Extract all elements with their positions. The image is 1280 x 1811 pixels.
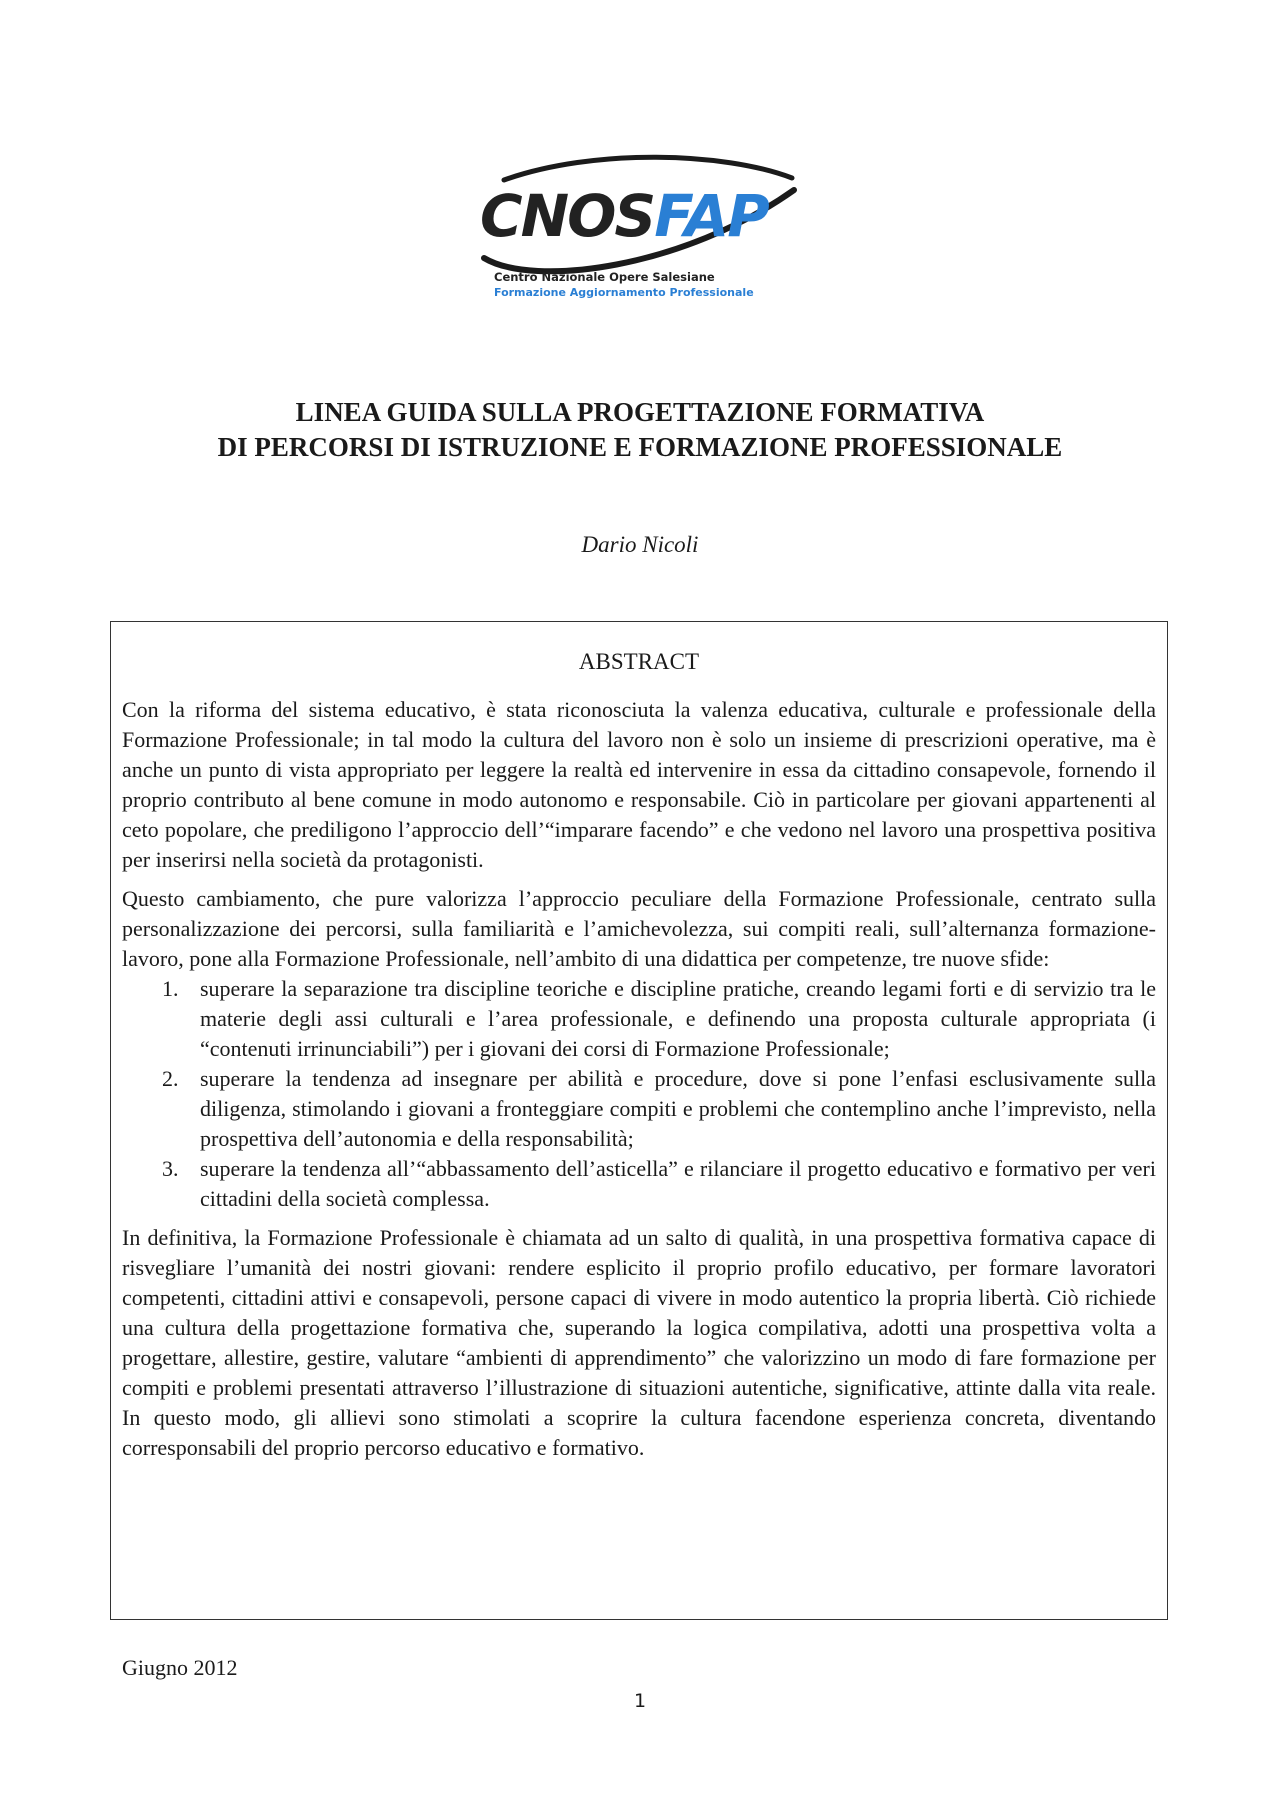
svg-text:CNOSFAP <box>480 182 769 250</box>
abstract-paragraph-3: In definitiva, la Formazione Professionale è chiamata ad un salto di qualità, in una prospettiva formativa capace di risvegliare l’umanità dei nostri giovani: rendere esplicito il proprio profilo educativo, per formare lavoratori competenti, cittadini attivi e consapevoli, persone capaci di vivere in modo autentico la propria libertà. Ciò richiede una cultura della progettazione formativa che, superando la logica compilativa, adotti una prospettiva volta a progettare, allestire, gestire, valutare “ambienti di apprendimento” che valorizzino un modo di fare formazione per compiti e problemi presentati attraverso l’illustrazione di situazioni autentiche, significative, attinte dalla vita reale. In questo modo, gli allievi sono stimolati a scoprire la cultura facendone esperienza concreta, diventando corresponsabili del proprio percorso educativo e formativo. <box>122 1225 1156 1460</box>
list-item-number: 3. <box>162 1156 179 1181</box>
challenges-list <box>122 974 1156 1214</box>
author-name: Dario Nicoli <box>581 532 699 557</box>
list-item-number: 1. <box>162 976 179 1001</box>
cnosfap-logo <box>474 150 814 310</box>
abstract-paragraph-2: Questo cambiamento, che pure valorizza l’approccio peculiare della Formazione Professionale, centrato sulla personalizzazione dei percorsi, sulla familiarità e l’amichevolezza, sui compiti reali, sull’alternanza formazione-lavoro, pone alla Formazione Professionale, nell’ambito di una didattica per competenze, tre nuove sfide: <box>122 886 1156 971</box>
title-line-2: DI PERCORSI DI ISTRUZIONE E FORMAZIONE PROFESSIONALE <box>217 432 1063 462</box>
list-item-text: superare la tendenza ad insegnare per abilità e procedure, dove si pone l’enfasi esclusivamente sulla diligenza, stimolando i giovani a fronteggiare compiti e problemi che contemplino anche l’imprevisto, nella prospettiva dell’autonomia e della responsabilità; <box>200 1066 1156 1151</box>
abstract-heading: ABSTRACT <box>578 649 700 674</box>
document-date: Giugno 2012 <box>122 1655 238 1680</box>
logo-arc-icon <box>504 157 792 180</box>
list-item-text: superare la tendenza all’“abbassamento dell’asticella” e rilanciare il progetto educativo e formativo per veri cittadini della società complessa. <box>200 1156 1156 1211</box>
logo-line2: Formazione Aggiornamento Professionale <box>494 286 754 299</box>
title-line-1: LINEA GUIDA SULLA PROGETTAZIONE FORMATIVA <box>295 397 985 427</box>
list-item <box>122 974 1156 1064</box>
document-title <box>0 395 1280 465</box>
list-item <box>122 1154 1156 1214</box>
abstract-box <box>110 621 1168 1620</box>
logo-brand-dark: CNOS <box>480 182 655 250</box>
list-item-number: 2. <box>162 1066 179 1091</box>
page-number: 1 <box>633 1690 647 1712</box>
list-item <box>122 1064 1156 1154</box>
abstract-paragraph-1: Con la riforma del sistema educativo, è stata riconosciuta la valenza educativa, culturale e professionale della Formazione Professionale; in tal modo la cultura del lavoro non è solo un insieme di prescrizioni operative, ma è anche un punto di vista appropriato per leggere la realtà ed intervenire in essa da cittadino consapevole, fornendo il proprio contributo al bene comune in modo autonomo e responsabile. Ciò in particolare per giovani appartenenti al ceto popolare, che prediligono l’approccio dell’“imparare facendo” e che vedono nel lavoro una prospettiva positiva per inserirsi nella società da protagonisti. <box>122 697 1156 872</box>
logo-line1: Centro Nazionale Opere Salesiane <box>494 270 715 284</box>
logo-brand-accent: FAP <box>654 182 768 250</box>
list-item-text: superare la separazione tra discipline teoriche e discipline pratiche, creando legami forti e di servizio tra le materie degli assi culturali e l’area professionale, e definendo una proposta culturale appropriata (i “contenuti irrinunciabili”) per i giovani dei corsi di Formazione Professionale; <box>200 976 1156 1061</box>
